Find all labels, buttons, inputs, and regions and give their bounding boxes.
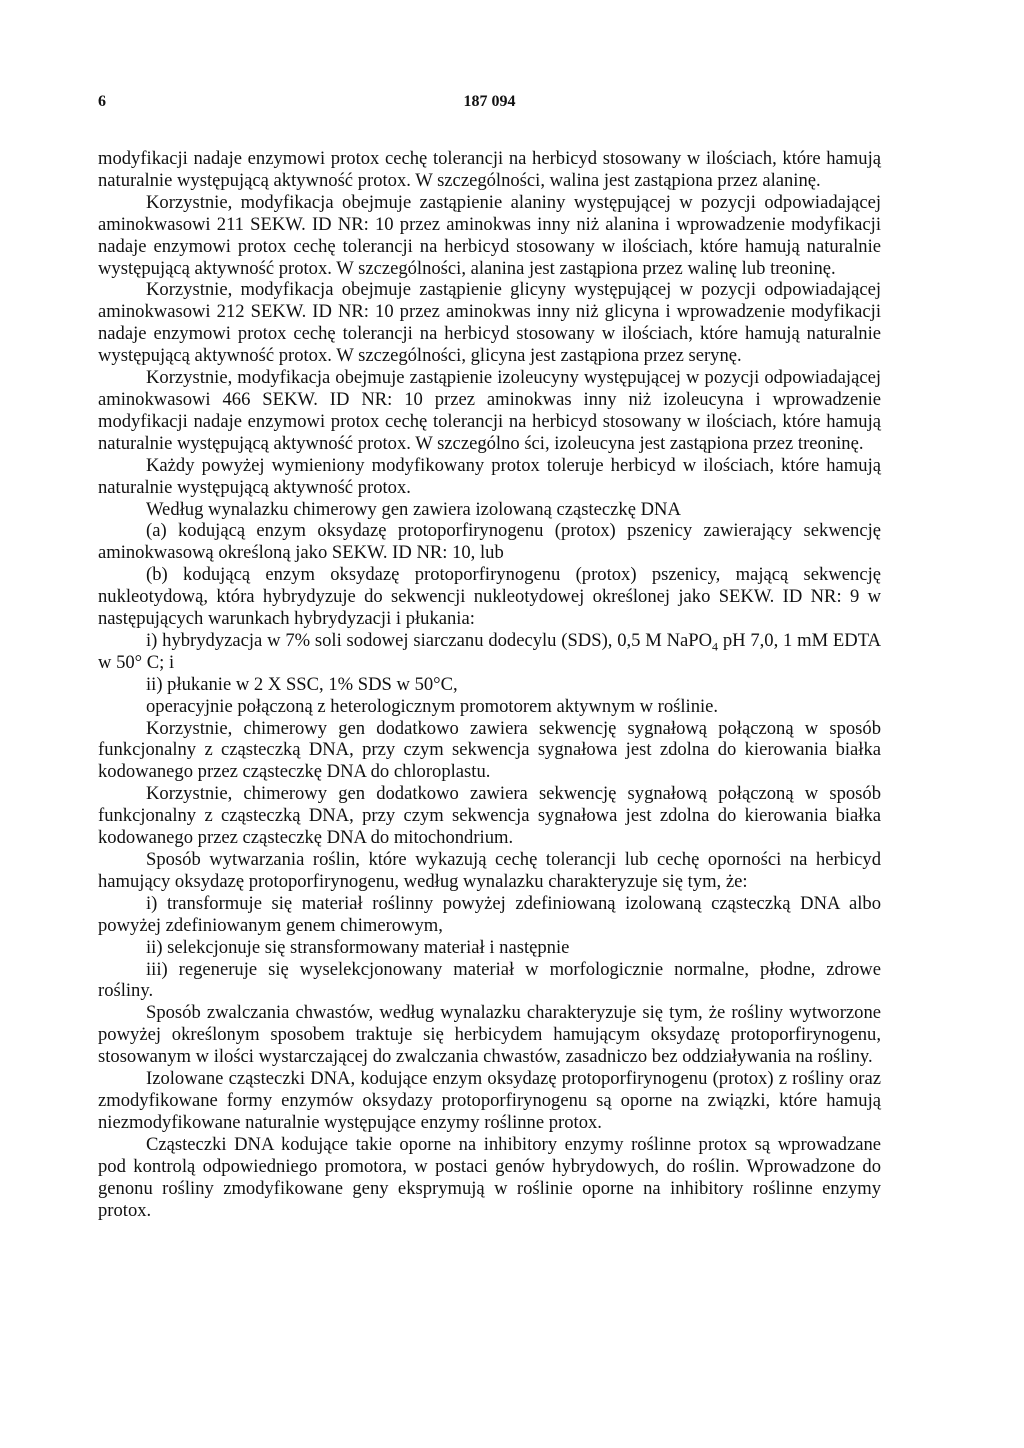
paragraph-item-b: (b) kodującą enzym oksydazę protoporfirynogenu (protox) pszenicy, mającą sekwencję nukleotydową, która hybrydyzuje do sekwencji nukleotydowej określonej jako SEKW. ID NR: 9 w następujących warunkach hybrydyzacji i płukania: [98,564,881,630]
paragraph-condition-i [98,630,881,674]
paragraph-condition-ii: ii) płukanie w 2 X SSC, 1% SDS w 50°C, [146,673,458,695]
paragraph-step-iii: iii) regeneruje się wyselekcjonowany materiał w morfologicznie normalne, płodne, zdrowe rośliny. [98,958,881,1002]
paragraph: Korzystnie, chimerowy gen dodatkowo zawiera sekwencję sygnałową połączoną w sposób funkcjonalny z cząsteczką DNA, przy czym sekwencja sygnałowa jest zdolna do kierowania białka kodowanego przez cząsteczkę DNA do chloroplastu. [98,717,881,783]
paragraph: Sposób wytwarzania roślin, które wykazują cechę tolerancji lub cechę oporności na herbicyd hamujący oksydazę protoporfirynogenu, według wynalazku charakteryzuje się tym, że: [98,849,881,892]
paragraph: Korzystnie, modyfikacja obejmuje zastąpienie alaniny występującej w pozycji odpowiadającej aminokwasowi 211 SEKW. ID NR: 10 przez aminokwas inny niż alanina i wprowadzenie modyfikacji nadaje enzymowi protox cechę tolerancji na herbicyd stosowany w ilościach, które hamują naturalnie występującą aktywność protox. W szczególności, alanina jest zastąpiona przez walinę lub treoninę. [98,191,881,279]
paragraph: Każdy powyżej wymieniony modyfikowany protox toleruje herbicyd w ilościach, które hamują naturalnie występującą aktywność protox. [98,454,881,498]
page-header [98,93,881,117]
paragraph-item-a: (a) kodującą enzym oksydazę protoporfirynogenu (protox) pszenicy zawierający sekwencję aminokwasową określoną jako SEKW. ID NR: 10, lub [98,520,881,564]
paragraph: operacyjnie połączoną z heterologicznym promotorem aktywnym w roślinie. [146,695,719,717]
paragraph: modyfikacji nadaje enzymowi protox cechę tolerancji na herbicyd stosowany w ilościach, które hamują naturalnie występującą aktywność protox. W szczególności, walina jest zastąpiona przez alaninę. [98,148,881,191]
condition-text: i) hybrydyzacja w 7% soli sodowej siarczanu dodecylu (SDS), 0,5 M NaPO [146,629,713,651]
patent-number: 187 094 [463,93,516,110]
paragraph: Sposób zwalczania chwastów, według wynalazku charakteryzuje się tym, że rośliny wytworzone powyżej określonym sposobem traktuje się herbicydem hamującym oksydazę protoporfirynogenu, stosowanym w ilości wystarczającej do zwalczania chwastów, zasadniczo bez oddziaływania na rośliny. [98,1002,881,1068]
paragraph: Korzystnie, modyfikacja obejmuje zastąpienie izoleucyny występującej w pozycji odpowiadającej aminokwasowi 466 SEKW. ID NR: 10 przez aminokwas inny niż izoleucyna i wprowadzenie modyfikacji nadaje enzymowi protox cechę tolerancji na herbicyd stosowany w ilościach, które hamują naturalnie występującą aktywność protox. W szczególno ści, izoleucyna jest zastąpiona przez treoninę. [98,367,881,454]
paragraph: Korzystnie, chimerowy gen dodatkowo zawiera sekwencję sygnałową połączoną w sposób funkcjonalny z cząsteczką DNA, przy czym sekwencja sygnałowa jest zdolna do kierowania białka kodowanego przez cząsteczkę DNA do mitochondrium. [98,783,881,849]
document-body [98,148,881,1221]
page-number: 6 [98,93,106,110]
paragraph: Izolowane cząsteczki DNA, kodujące enzym oksydazę protoporfirynogenu (protox) z rośliny oraz zmodyfikowane formy enzymów oksydazy protoporfirynogenu są oporne na związki, które hamują niezmodyfikowane naturalnie występujące enzymy roślinne protox. [98,1068,881,1133]
paragraph: Cząsteczki DNA kodujące takie oporne na inhibitory enzymy roślinne protox są wprowadzane pod kontrolą odpowiedniego promotora, w postaci genów hybrydowych, do roślin. Wprowadzone do genonu rośliny zmodyfikowane geny eksprymują w roślinie oporne na inhibitory roślinne enzymy protox. [98,1133,881,1221]
paragraph-step-ii: ii) selekcjonuje się stransformowany materiał i następnie [146,936,570,958]
condition-text-cont: pH 7,0, 1 mM EDTA w 50° C; i [98,629,881,673]
paragraph: Korzystnie, modyfikacja obejmuje zastąpienie glicyny występującej w pozycji odpowiadającej aminokwasowi 212 SEKW. ID NR: 10 przez aminokwas inny niż glicyna i wprowadzenie modyfikacji nadaje enzymowi protox cechę tolerancji na herbicyd stosowany w ilościach, które hamują naturalnie występującą aktywność protox. W szczególności, glicyna jest zastąpiona przez serynę. [98,279,881,367]
subscript: 4 [712,639,719,654]
paragraph: Według wynalazku chimerowy gen zawiera izolowaną cząsteczkę DNA [146,498,681,520]
paragraph-step-i: i) transformuje się materiał roślinny powyżej zdefiniowaną izolowaną cząsteczką DNA albo powyżej zdefiniowanym genem chimerowym, [98,892,881,936]
